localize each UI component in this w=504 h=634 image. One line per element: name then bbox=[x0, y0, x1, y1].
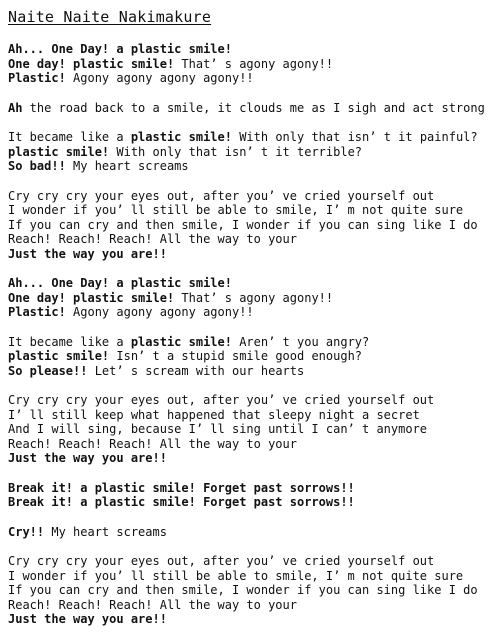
lyric-segment: My heart screams bbox=[65, 159, 189, 173]
lyric-bold-segment: One day! plastic smile! bbox=[8, 56, 175, 71]
song-title: Naite Naite Nakimakure bbox=[8, 8, 212, 26]
lyric-bold-segment: Break it! a plastic smile! Forget past sorrows!! bbox=[8, 480, 355, 495]
lyrics-line bbox=[8, 130, 504, 145]
lyric-bold-segment: Just the way you are!! bbox=[8, 451, 167, 465]
lyric-segment: It became like a bbox=[8, 334, 131, 349]
lyric-bold-segment: plastic smile! bbox=[130, 130, 232, 144]
lyrics-line bbox=[8, 335, 504, 350]
lyric-bold-segment: plastic smile! bbox=[8, 349, 110, 363]
lyric-bold-segment: Just the way you are!! bbox=[8, 612, 167, 626]
lyric-bold-segment: So bad!! bbox=[8, 159, 66, 173]
lyrics-line bbox=[8, 305, 504, 320]
lyrics-line bbox=[8, 101, 504, 116]
lyric-segment: Cry cry cry your eyes out, after you’ ve cried yourself out bbox=[8, 554, 435, 568]
lyrics-line bbox=[8, 554, 504, 569]
lyrics-line bbox=[8, 247, 504, 262]
lyrics-line bbox=[8, 42, 504, 57]
lyric-bold-segment: Cry!! bbox=[8, 524, 45, 539]
lyric-segment: That’ s agony agony!! bbox=[174, 290, 334, 305]
lyrics-body bbox=[8, 42, 504, 627]
lyrics-line bbox=[8, 349, 504, 364]
lyrics-line bbox=[8, 612, 504, 627]
lyric-bold-segment: Ah bbox=[8, 100, 23, 115]
lyric-bold-segment: So please!! bbox=[8, 363, 88, 378]
lyric-bold-segment: Break it! a plastic smile! Forget past sorrows!! bbox=[8, 495, 355, 509]
lyric-segment: I wonder if you’ ll still be able to smile, I’ m not quite sure bbox=[8, 568, 464, 583]
lyric-segment: If you can cry and then smile, I wonder if you can sing like I do bbox=[8, 583, 478, 597]
lyric-segment: Cry cry cry your eyes out, after you’ ve cried yourself out bbox=[8, 188, 435, 203]
lyric-segment: My heart screams bbox=[44, 524, 167, 539]
lyric-segment: Let’ s scream with our hearts bbox=[87, 363, 305, 378]
lyrics-line bbox=[8, 145, 504, 160]
lyrics-line bbox=[8, 232, 504, 247]
lyric-bold-segment: Plastic! bbox=[8, 71, 66, 85]
lyrics-stanza bbox=[8, 101, 504, 116]
lyric-bold-segment: Plastic! bbox=[8, 305, 66, 319]
lyrics-line bbox=[8, 583, 504, 598]
lyrics-stanza bbox=[8, 525, 504, 540]
lyrics-line bbox=[8, 495, 504, 510]
lyrics-stanza bbox=[8, 130, 504, 174]
lyric-bold-segment: Ah... One Day! a plastic smile! bbox=[8, 42, 232, 56]
lyrics-line bbox=[8, 71, 504, 86]
lyric-segment: And I will sing, because I’ ll sing until I can’ t anymore bbox=[8, 422, 428, 436]
lyrics-line bbox=[8, 569, 504, 584]
lyrics-line bbox=[8, 525, 504, 540]
lyric-segment: Agony agony agony agony!! bbox=[65, 305, 254, 319]
lyrics-line bbox=[8, 291, 504, 306]
lyrics-line bbox=[8, 408, 504, 423]
lyrics-stanza bbox=[8, 335, 504, 379]
lyrics-line bbox=[8, 218, 504, 233]
lyric-segment: If you can cry and then smile, I wonder if you can sing like I do bbox=[8, 217, 478, 232]
lyrics-stanza bbox=[8, 42, 504, 86]
lyric-segment: That’ s agony agony!! bbox=[174, 56, 334, 71]
lyric-bold-segment: One day! plastic smile! bbox=[8, 290, 175, 305]
lyrics-line bbox=[8, 451, 504, 466]
lyric-bold-segment: Ah... One Day! a plastic smile! bbox=[8, 276, 232, 290]
lyric-segment: Reach! Reach! Reach! All the way to your bbox=[8, 597, 297, 612]
lyric-segment: Cry cry cry your eyes out, after you’ ve cried yourself out bbox=[8, 393, 435, 407]
lyrics-stanza bbox=[8, 481, 504, 510]
lyric-segment: With only that isn’ t it terrible? bbox=[109, 144, 363, 159]
lyric-segment: Isn’ t a stupid smile good enough? bbox=[109, 349, 363, 363]
lyric-segment: Aren’ t you angry? bbox=[231, 334, 370, 349]
lyric-bold-segment: plastic smile! bbox=[8, 144, 110, 159]
lyric-segment: Agony agony agony agony!! bbox=[65, 71, 254, 85]
lyrics-line bbox=[8, 481, 504, 496]
lyric-bold-segment: plastic smile! bbox=[130, 334, 232, 349]
lyric-bold-segment: Just the way you are!! bbox=[8, 246, 167, 261]
lyric-segment: It became like a bbox=[8, 130, 131, 144]
lyrics-line bbox=[8, 189, 504, 204]
lyric-segment: I wonder if you’ ll still be able to smile, I’ m not quite sure bbox=[8, 203, 464, 217]
lyric-segment: Reach! Reach! Reach! All the way to your bbox=[8, 232, 297, 246]
lyrics-stanza bbox=[8, 189, 504, 262]
lyrics-line bbox=[8, 598, 504, 613]
lyric-segment: the road back to a smile, it clouds me as I sigh and act strong bbox=[22, 100, 485, 115]
lyrics-stanza bbox=[8, 276, 504, 320]
lyrics-line bbox=[8, 393, 504, 408]
lyric-segment: Reach! Reach! Reach! All the way to your bbox=[8, 436, 297, 451]
lyric-segment: I’ ll still keep what happened that sleepy night a secret bbox=[8, 407, 420, 422]
lyrics-line bbox=[8, 422, 504, 437]
lyrics-stanza bbox=[8, 554, 504, 627]
lyrics-line bbox=[8, 57, 504, 72]
lyrics-line bbox=[8, 203, 504, 218]
lyrics-stanza bbox=[8, 393, 504, 466]
lyrics-line bbox=[8, 437, 504, 452]
lyrics-line bbox=[8, 276, 504, 291]
lyrics-line bbox=[8, 159, 504, 174]
lyrics-line bbox=[8, 364, 504, 379]
lyric-segment: With only that isn’ t it painful? bbox=[231, 130, 478, 144]
